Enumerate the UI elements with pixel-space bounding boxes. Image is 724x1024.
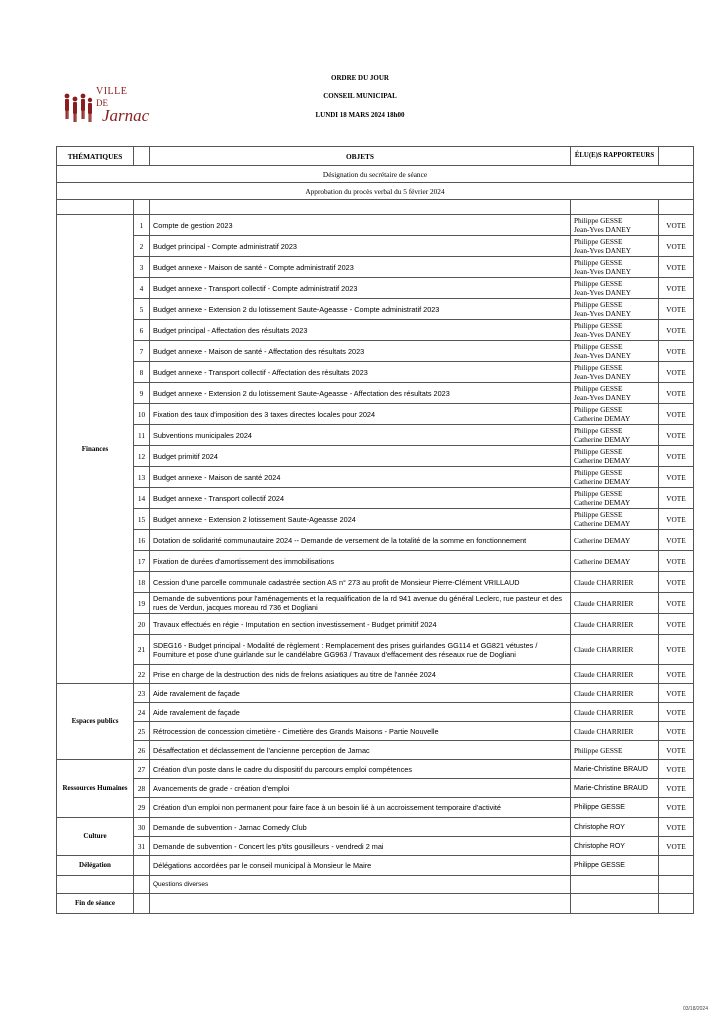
col-objets: OBJETS bbox=[150, 147, 571, 166]
item-rapporteur bbox=[571, 722, 659, 741]
agenda-row bbox=[57, 572, 694, 593]
item-objet: Travaux effectués en régie - Imputation en section investissement - Budget primitif 2024 bbox=[150, 614, 571, 635]
agenda-row bbox=[57, 257, 694, 278]
item-vote: VOTE bbox=[659, 837, 694, 856]
item-objet: Demande de subvention - Jarnac Comedy Club bbox=[150, 818, 571, 837]
prelim-secretary: Désignation du secrétaire de séance bbox=[57, 166, 694, 183]
prelim-row bbox=[57, 183, 694, 200]
item-vote: VOTE bbox=[659, 488, 694, 509]
rapporteur-name: Catherine DEMAY bbox=[574, 456, 631, 465]
rapporteur-name: Marie-Christine BRAUD bbox=[574, 784, 648, 792]
agenda-row bbox=[57, 818, 694, 837]
item-vote: VOTE bbox=[659, 665, 694, 684]
item-rapporteur bbox=[571, 635, 659, 665]
item-vote: VOTE bbox=[659, 551, 694, 572]
jarnac-logo bbox=[62, 84, 150, 134]
col-num bbox=[134, 147, 150, 166]
item-vote: VOTE bbox=[659, 635, 694, 665]
delegation-objet: Délégations accordées par le conseil municipal à Monsieur le Maire bbox=[150, 856, 571, 876]
item-number: 28 bbox=[134, 779, 150, 798]
rapporteur-name: Jean-Yves DANEY bbox=[574, 330, 632, 339]
rapporteur-name: Philippe GESSE bbox=[574, 300, 623, 309]
item-number: 12 bbox=[134, 446, 150, 467]
col-elus: ÉLU(E)S RAPPORTEURS bbox=[571, 147, 659, 166]
item-number: 20 bbox=[134, 614, 150, 635]
logo-line-2: DE bbox=[96, 98, 108, 108]
item-number: 14 bbox=[134, 488, 150, 509]
item-rapporteur bbox=[571, 703, 659, 722]
figures-icon bbox=[62, 90, 94, 128]
rapporteur-name: Claude CHARRIER bbox=[574, 669, 634, 679]
rapporteur-name: Jean-Yves DANEY bbox=[574, 225, 632, 234]
item-rapporteur bbox=[571, 257, 659, 278]
rapporteur-name: Philippe GESSE bbox=[574, 426, 623, 435]
rapporteur-name: Philippe GESSE bbox=[574, 384, 623, 393]
item-objet: Budget annexe - Maison de santé - Affectation des résultats 2023 bbox=[150, 341, 571, 362]
item-rapporteur bbox=[571, 446, 659, 467]
rapporteur-name: Christophe ROY bbox=[574, 842, 625, 850]
col-thematiques: THÉMATIQUES bbox=[57, 147, 134, 166]
agenda-row bbox=[57, 404, 694, 425]
item-rapporteur bbox=[571, 278, 659, 299]
item-rapporteur bbox=[571, 741, 659, 760]
col-vote bbox=[659, 147, 694, 166]
item-number: 27 bbox=[134, 760, 150, 779]
agenda-row bbox=[57, 760, 694, 779]
theme-delegation: Délégation bbox=[57, 856, 134, 876]
rapporteur-name: Philippe GESSE bbox=[574, 237, 623, 246]
item-rapporteur bbox=[571, 215, 659, 236]
rapporteur-name: Catherine DEMAY bbox=[574, 519, 631, 528]
prelim-pv: Approbation du procès verbal du 5 février 2024 bbox=[57, 183, 694, 200]
item-vote: VOTE bbox=[659, 722, 694, 741]
rapporteur-name: Philippe GESSE bbox=[574, 405, 623, 414]
doc-title: ORDRE DU JOUR bbox=[331, 74, 389, 82]
logo-line-1: VILLE bbox=[96, 86, 128, 97]
rapporteur-name: Philippe GESSE bbox=[574, 804, 625, 811]
item-number: 4 bbox=[134, 278, 150, 299]
item-objet: Aide ravalement de façade bbox=[150, 684, 571, 703]
doc-subtitle: CONSEIL MUNICIPAL bbox=[323, 92, 397, 100]
item-objet: Budget annexe - Transport collectif - Affectation des résultats 2023 bbox=[150, 362, 571, 383]
agenda-row bbox=[57, 703, 694, 722]
item-vote: VOTE bbox=[659, 509, 694, 530]
rapporteur-name: Claude CHARRIER bbox=[574, 707, 634, 717]
item-rapporteur bbox=[571, 684, 659, 703]
rapporteur-name: Jean-Yves DANEY bbox=[574, 351, 632, 360]
item-objet: Demande de subventions pour l'aménagements et la requalification de la rd 941 avenue du général Leclerc, rue pasteur et des rues de Verdun, jacques moreau rd 736 et Dogliani bbox=[150, 593, 571, 614]
item-objet: Budget annexe - Transport collectif - Compte administratif 2023 bbox=[150, 278, 571, 299]
agenda-row bbox=[57, 341, 694, 362]
doc-date: LUNDI 18 MARS 2024 18h00 bbox=[315, 111, 405, 119]
item-number: 22 bbox=[134, 665, 150, 684]
item-objet: Budget annexe - Transport collectif 2024 bbox=[150, 488, 571, 509]
delegation-row bbox=[57, 856, 694, 876]
item-objet: Demande de subvention - Concert les p'tits gousilleurs - vendredi 2 mai bbox=[150, 837, 571, 856]
item-objet: Fixation des taux d'imposition des 3 taxes directes locales pour 2024 bbox=[150, 404, 571, 425]
item-rapporteur bbox=[571, 383, 659, 404]
item-objet: Cession d'une parcelle communale cadastrée section AS n° 273 au profit de Monsieur Pierre-Clément VRILLAUD bbox=[150, 572, 571, 593]
rapporteur-name: Jean-Yves DANEY bbox=[574, 393, 632, 402]
rapporteur-name: Claude CHARRIER bbox=[574, 577, 634, 587]
item-vote: VOTE bbox=[659, 278, 694, 299]
agenda-row bbox=[57, 215, 694, 236]
item-objet: Budget annexe - Extension 2 du lotissement Saute-Ageasse - Compte administratif 2023 bbox=[150, 299, 571, 320]
agenda-row bbox=[57, 635, 694, 665]
agenda-row bbox=[57, 278, 694, 299]
item-rapporteur bbox=[571, 818, 659, 837]
agenda-row bbox=[57, 362, 694, 383]
agenda-row bbox=[57, 320, 694, 341]
item-objet: Budget annexe - Maison de santé - Compte administratif 2023 bbox=[150, 257, 571, 278]
item-number: 5 bbox=[134, 299, 150, 320]
rapporteur-name: Marie-Christine BRAUD bbox=[574, 765, 648, 773]
item-number: 2 bbox=[134, 236, 150, 257]
item-vote: VOTE bbox=[659, 299, 694, 320]
item-vote: VOTE bbox=[659, 614, 694, 635]
item-rapporteur bbox=[571, 236, 659, 257]
rapporteur-name: Jean-Yves DANEY bbox=[574, 267, 632, 276]
item-rapporteur bbox=[571, 299, 659, 320]
item-objet: Budget principal - Compte administratif 2023 bbox=[150, 236, 571, 257]
item-objet: Avancements de grade - création d'emploi bbox=[150, 779, 571, 798]
item-rapporteur bbox=[571, 530, 659, 551]
item-rapporteur bbox=[571, 341, 659, 362]
rapporteur-name: Philippe GESSE bbox=[574, 447, 623, 456]
item-vote: VOTE bbox=[659, 572, 694, 593]
item-number: 15 bbox=[134, 509, 150, 530]
item-vote: VOTE bbox=[659, 703, 694, 722]
item-objet: Budget principal - Affectation des résultats 2023 bbox=[150, 320, 571, 341]
theme-espaces-publics: Espaces publics bbox=[57, 684, 134, 760]
item-rapporteur bbox=[571, 837, 659, 856]
agenda-row bbox=[57, 446, 694, 467]
item-objet: Compte de gestion 2023 bbox=[150, 215, 571, 236]
item-vote: VOTE bbox=[659, 320, 694, 341]
agenda-row bbox=[57, 509, 694, 530]
item-number: 7 bbox=[134, 341, 150, 362]
item-rapporteur bbox=[571, 614, 659, 635]
item-number: 23 bbox=[134, 684, 150, 703]
rapporteur-name: Philippe GESSE bbox=[574, 510, 623, 519]
item-objet: Fixation de durées d'amortissement des immobilisations bbox=[150, 551, 571, 572]
item-number: 24 bbox=[134, 703, 150, 722]
theme-finances: Finances bbox=[57, 215, 134, 684]
agenda-table bbox=[56, 146, 694, 914]
item-rapporteur bbox=[571, 362, 659, 383]
rapporteur-name: Catherine DEMAY bbox=[574, 498, 631, 507]
item-objet: Budget annexe - Maison de santé 2024 bbox=[150, 467, 571, 488]
delegation-rapporteur: Philippe GESSE bbox=[571, 856, 659, 876]
agenda-row bbox=[57, 551, 694, 572]
rapporteur-name: Philippe GESSE bbox=[574, 279, 623, 288]
agenda-row bbox=[57, 741, 694, 760]
prelim-row bbox=[57, 166, 694, 183]
item-vote: VOTE bbox=[659, 530, 694, 551]
item-rapporteur bbox=[571, 665, 659, 684]
item-number: 18 bbox=[134, 572, 150, 593]
item-number: 8 bbox=[134, 362, 150, 383]
agenda-row bbox=[57, 614, 694, 635]
rapporteur-name: Philippe GESSE bbox=[574, 363, 623, 372]
item-rapporteur bbox=[571, 425, 659, 446]
item-vote: VOTE bbox=[659, 257, 694, 278]
item-vote: VOTE bbox=[659, 383, 694, 404]
rapporteur-name: Philippe GESSE bbox=[574, 342, 623, 351]
item-objet: Subventions municipales 2024 bbox=[150, 425, 571, 446]
item-vote: VOTE bbox=[659, 341, 694, 362]
item-number: 17 bbox=[134, 551, 150, 572]
item-rapporteur bbox=[571, 467, 659, 488]
item-vote: VOTE bbox=[659, 798, 694, 818]
item-vote: VOTE bbox=[659, 215, 694, 236]
item-objet: Prise en charge de la destruction des nids de frelons asiatiques au titre de l'année 2024 bbox=[150, 665, 571, 684]
questions-row bbox=[57, 876, 694, 894]
agenda-row bbox=[57, 722, 694, 741]
item-number: 6 bbox=[134, 320, 150, 341]
item-vote: VOTE bbox=[659, 760, 694, 779]
item-rapporteur bbox=[571, 404, 659, 425]
item-vote: VOTE bbox=[659, 818, 694, 837]
rapporteur-name: Philippe GESSE bbox=[574, 745, 623, 755]
item-rapporteur bbox=[571, 779, 659, 798]
item-number: 11 bbox=[134, 425, 150, 446]
rapporteur-name: Jean-Yves DANEY bbox=[574, 288, 632, 297]
rapporteur-name: Claude CHARRIER bbox=[574, 645, 634, 654]
item-number: 9 bbox=[134, 383, 150, 404]
agenda-row bbox=[57, 467, 694, 488]
agenda-row bbox=[57, 593, 694, 614]
item-objet: Création d'un poste dans le cadre du dispositif du parcours emploi compétences bbox=[150, 760, 571, 779]
item-number: 13 bbox=[134, 467, 150, 488]
rapporteur-name: Philippe GESSE bbox=[574, 216, 623, 225]
rapporteur-name: Philippe GESSE bbox=[574, 321, 623, 330]
rapporteur-name: Catherine DEMAY bbox=[574, 477, 631, 486]
item-vote: VOTE bbox=[659, 779, 694, 798]
rapporteur-name: Claude CHARRIER bbox=[574, 598, 634, 608]
item-vote: VOTE bbox=[659, 236, 694, 257]
item-rapporteur bbox=[571, 572, 659, 593]
item-rapporteur bbox=[571, 593, 659, 614]
item-vote: VOTE bbox=[659, 741, 694, 760]
item-objet: Rétrocession de concession cimetière - Cimetière des Grands Maisons - Partie Nouvelle bbox=[150, 722, 571, 741]
item-objet: Dotation de solidarité communautaire 2024 -- Demande de versement de la totalité de la somme en fonctionnement bbox=[150, 530, 571, 551]
item-number: 21 bbox=[134, 635, 150, 665]
item-vote: VOTE bbox=[659, 467, 694, 488]
item-objet: Désaffectation et déclassement de l'ancienne perception de Jarnac bbox=[150, 741, 571, 760]
item-vote: VOTE bbox=[659, 404, 694, 425]
item-rapporteur bbox=[571, 488, 659, 509]
theme-culture: Culture bbox=[57, 818, 134, 856]
item-vote: VOTE bbox=[659, 425, 694, 446]
questions-diverses: Questions diverses bbox=[150, 876, 571, 894]
item-rapporteur bbox=[571, 760, 659, 779]
item-number: 26 bbox=[134, 741, 150, 760]
item-number: 29 bbox=[134, 798, 150, 818]
agenda-row bbox=[57, 684, 694, 703]
item-number: 19 bbox=[134, 593, 150, 614]
item-objet: Budget annexe - Extension 2 lotissement Saute-Ageasse 2024 bbox=[150, 509, 571, 530]
agenda-row bbox=[57, 837, 694, 856]
theme-fin-de-seance: Fin de séance bbox=[57, 894, 134, 914]
agenda-row bbox=[57, 798, 694, 818]
item-number: 25 bbox=[134, 722, 150, 741]
rapporteur-name: Jean-Yves DANEY bbox=[574, 372, 632, 381]
header-row bbox=[57, 147, 694, 166]
spacer-row bbox=[57, 200, 694, 215]
agenda-row bbox=[57, 665, 694, 684]
item-vote: VOTE bbox=[659, 684, 694, 703]
item-objet: Budget primitif 2024 bbox=[150, 446, 571, 467]
item-number: 30 bbox=[134, 818, 150, 837]
item-vote: VOTE bbox=[659, 593, 694, 614]
rapporteur-name: Philippe GESSE bbox=[574, 489, 623, 498]
item-rapporteur bbox=[571, 798, 659, 818]
rapporteur-name: Claude CHARRIER bbox=[574, 688, 634, 698]
item-number: 31 bbox=[134, 837, 150, 856]
item-number: 16 bbox=[134, 530, 150, 551]
rapporteur-name: Catherine DEMAY bbox=[574, 435, 631, 444]
rapporteur-name: Claude CHARRIER bbox=[574, 726, 634, 736]
rapporteur-name: Catherine DEMAY bbox=[574, 535, 631, 545]
item-number: 10 bbox=[134, 404, 150, 425]
item-objet: SDEG16 - Budget principal - Modalité de règlement : Remplacement des prises guirlandes GG114 et GG821 vétustes / Fourniture et pose d'une guirlande sur le candélabre GG963 / Travaux d'effacement des réseaux rue de Dogliani bbox=[150, 635, 571, 665]
rapporteur-name: Catherine DEMAY bbox=[574, 556, 631, 566]
agenda-row bbox=[57, 236, 694, 257]
item-objet: Aide ravalement de façade bbox=[150, 703, 571, 722]
item-rapporteur bbox=[571, 509, 659, 530]
item-objet: Budget annexe - Extension 2 du lotissement Saute-Ageasse - Affectation des résultats 2023 bbox=[150, 383, 571, 404]
item-vote: VOTE bbox=[659, 362, 694, 383]
theme-ressources-humaines: Ressources Humaines bbox=[57, 760, 134, 818]
agenda-row bbox=[57, 425, 694, 446]
item-number: 3 bbox=[134, 257, 150, 278]
agenda-row bbox=[57, 383, 694, 404]
rapporteur-name: Jean-Yves DANEY bbox=[574, 246, 632, 255]
item-rapporteur bbox=[571, 551, 659, 572]
rapporteur-name: Philippe GESSE bbox=[574, 468, 623, 477]
rapporteur-name: Philippe GESSE bbox=[574, 258, 623, 267]
logo-line-3: Jarnac bbox=[102, 106, 150, 125]
agenda-row bbox=[57, 299, 694, 320]
rapporteur-name: Catherine DEMAY bbox=[574, 414, 631, 423]
rapporteur-name: Jean-Yves DANEY bbox=[574, 309, 632, 318]
rapporteur-name: Claude CHARRIER bbox=[574, 619, 634, 629]
item-vote: VOTE bbox=[659, 446, 694, 467]
fin-row bbox=[57, 894, 694, 914]
rapporteur-name: Christophe ROY bbox=[574, 823, 625, 831]
item-rapporteur bbox=[571, 320, 659, 341]
agenda-row bbox=[57, 488, 694, 509]
item-number: 1 bbox=[134, 215, 150, 236]
item-objet: Création d'un emploi non permanent pour faire face à un besoin lié à un accroissement temporaire d'activité bbox=[150, 798, 571, 818]
agenda-row bbox=[57, 779, 694, 798]
agenda-row bbox=[57, 530, 694, 551]
footer-date: 03/18/2024 bbox=[682, 1006, 708, 1012]
